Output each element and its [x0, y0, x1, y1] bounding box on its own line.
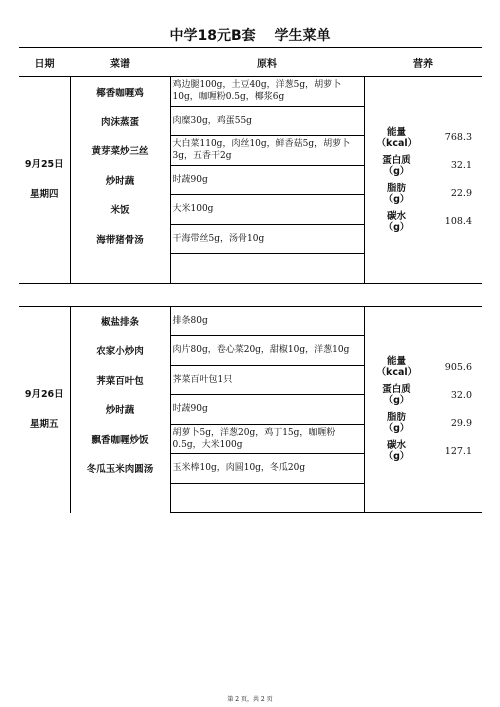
- nutrition-label: [377, 127, 417, 149]
- nutrition-cell: [364, 77, 482, 284]
- nutrition-label: [377, 211, 417, 233]
- dish-name: 椒盐排条: [100, 317, 139, 328]
- nutrition-item: [377, 356, 477, 378]
- nutrition-item: [377, 155, 477, 177]
- table-row: [19, 306, 482, 336]
- dish-ingredients: 时蔬90g: [170, 395, 364, 425]
- dish-name: [70, 254, 170, 284]
- nutrition-value: 29.9: [450, 417, 472, 429]
- nutrition-name: 能量: [386, 356, 406, 368]
- nutrition-item: [377, 384, 477, 406]
- nutrition-item: [377, 211, 477, 233]
- table-row: [19, 77, 482, 107]
- nutrition-value: 32.1: [450, 160, 472, 172]
- dish-ingredients: 荠菜百叶包1只: [170, 365, 364, 395]
- nutrition-item: [377, 127, 477, 149]
- page-title: 中学18元B套 学生菜单: [169, 28, 331, 44]
- day-date-cell: [19, 77, 70, 284]
- nutrition-label: [377, 384, 417, 406]
- nutrition-name: 蛋白质: [382, 384, 411, 396]
- dish-name: 冬瓜玉米肉圆汤: [86, 464, 154, 476]
- dish-name: 荠菜百叶包: [96, 375, 144, 387]
- dish-name: 米饭: [110, 205, 130, 217]
- menu-table: [19, 47, 482, 513]
- nutrition-label: [377, 412, 417, 434]
- nutrition-unit: （kcal）: [376, 367, 418, 379]
- nutrition-unit: （g）: [383, 165, 410, 177]
- separator-cell: [19, 283, 482, 306]
- nutrition-unit: （g）: [383, 451, 410, 463]
- day-date: 9月26日: [24, 388, 64, 400]
- dish-ingredients: 大白菜110g，肉丝10g，鲜香菇5g，胡萝卜3g，五香干2g: [170, 136, 364, 166]
- header-dish: 菜谱: [70, 48, 170, 77]
- day-separator: [19, 283, 482, 306]
- nutrition-label: [377, 440, 417, 462]
- nutrition-unit: （kcal）: [376, 137, 418, 149]
- dish-ingredients: 干海带丝5g，汤骨10g: [170, 224, 364, 254]
- nutrition-name: 碳水: [386, 440, 406, 452]
- dish-name: 椰香咖喱鸡: [96, 87, 144, 99]
- dish-name: [70, 483, 170, 513]
- nutrition-name: 蛋白质: [382, 154, 411, 166]
- nutrition-item: [377, 412, 477, 434]
- dish-ingredients: 大米100g: [170, 195, 364, 225]
- nutrition-value: 22.9: [450, 188, 472, 200]
- dish-ingredients: 玉米棒10g，肉圆10g，冬瓜20g: [170, 454, 364, 484]
- dish-ingredients: [170, 483, 364, 513]
- dish-ingredients: 肉片80g，卷心菜20g，甜椒10g，洋葱10g: [170, 336, 364, 366]
- header-date: 日期: [19, 48, 70, 77]
- nutrition-unit: （g）: [383, 193, 410, 205]
- nutrition-unit: （g）: [383, 423, 410, 435]
- day-weekday: 星期四: [29, 188, 59, 200]
- dish-name: 海带猪骨汤: [96, 234, 144, 246]
- nutrition-name: 脂肪: [386, 412, 406, 424]
- dish-ingredients: 排条80g: [170, 306, 364, 336]
- day-date: 9月25日: [24, 158, 64, 170]
- nutrition-label: [377, 183, 417, 205]
- nutrition-value: 32.0: [450, 389, 472, 401]
- dish-name: 炒时蔬: [105, 405, 135, 417]
- menu-body: [19, 77, 482, 513]
- dish-ingredients: 时蔬90g: [170, 165, 364, 195]
- dish-ingredients: 肉糜30g，鸡蛋55g: [170, 106, 364, 136]
- nutrition-name: 脂肪: [386, 182, 406, 194]
- nutrition-list: [365, 352, 483, 466]
- nutrition-label: [377, 356, 417, 378]
- header-nutrition: 营养: [364, 48, 482, 77]
- table-header-row: [19, 48, 482, 77]
- nutrition-unit: （g）: [383, 395, 410, 407]
- day-date-cell: [19, 306, 70, 513]
- dish-name: 农家小炒肉: [96, 346, 144, 358]
- dish-name: 肉沫蒸蛋: [100, 116, 139, 128]
- dish-name: 炒时蔬: [105, 175, 135, 187]
- day-weekday: 星期五: [29, 418, 59, 430]
- nutrition-name: 能量: [386, 126, 406, 138]
- nutrition-name: 碳水: [386, 210, 406, 222]
- nutrition-value: 127.1: [444, 445, 472, 457]
- nutrition-value: 768.3: [444, 132, 472, 144]
- nutrition-item: [377, 183, 477, 205]
- nutrition-list: [365, 123, 483, 237]
- page-footer: 第 2 页，共 2 页: [227, 696, 273, 703]
- dish-ingredients: [170, 254, 364, 284]
- dish-name: 飘香咖喱炒饭: [91, 434, 149, 446]
- nutrition-value: 905.6: [444, 361, 472, 373]
- header-ingredients: 原料: [170, 48, 364, 77]
- nutrition-item: [377, 440, 477, 462]
- nutrition-value: 108.4: [444, 216, 472, 228]
- nutrition-unit: （g）: [383, 221, 410, 233]
- nutrition-label: [377, 155, 417, 177]
- dish-name: 黄芽菜炒三丝: [91, 146, 149, 158]
- dish-ingredients: 鸡边腿100g，土豆40g，洋葱5g，胡萝卜10g，咖喱粉0.5g，椰浆6g: [170, 77, 364, 107]
- dish-ingredients: 胡萝卜5g，洋葱20g，鸡丁15g，咖喱粉0.5g，大米100g: [170, 424, 364, 454]
- nutrition-cell: [364, 306, 482, 513]
